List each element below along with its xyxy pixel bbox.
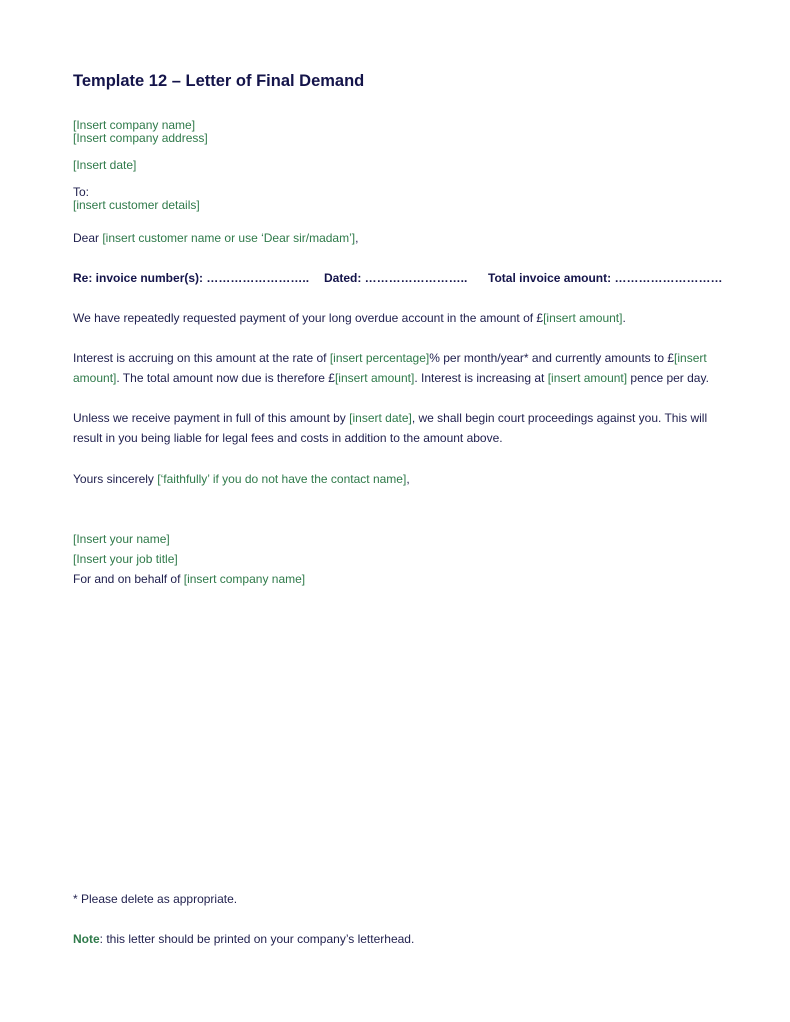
placeholder-percentage: [insert percentage] — [329, 351, 430, 365]
note-label: Note — [73, 932, 100, 946]
signature-job-title: [Insert your job title] — [73, 552, 178, 566]
salutation — [73, 231, 358, 245]
closing — [73, 472, 410, 486]
letter-date: [Insert date] — [73, 158, 137, 172]
sender-company-name: [Insert company name] — [73, 118, 196, 132]
total-amount-label: Total invoice amount: — [488, 271, 615, 285]
invoice-number-field — [73, 271, 324, 285]
paragraph-text: . — [622, 311, 626, 325]
total-amount-field — [488, 271, 722, 285]
document-title: Template 12 – Letter of Final Demand — [73, 72, 365, 90]
placeholder-amount: [insert amount] — [547, 371, 628, 385]
paragraph-text: % per month/year* and currently amounts to £ — [429, 351, 675, 365]
paragraph-text: We have repeatedly requested payment of your long overdue account in the amount of £ — [73, 311, 544, 325]
paragraph-text: Interest is accruing on this amount at the rate of — [73, 351, 330, 365]
paragraph-text: . The total amount now due is therefore £ — [116, 371, 335, 385]
invoice-number-dots: …………………….. — [206, 271, 310, 285]
placeholder-amount: [insert amount] — [73, 351, 707, 385]
paragraph-interest — [73, 348, 713, 388]
paragraph-text: , we shall begin court proceedings against you. This will result in you being liable for legal fees and costs in addition to the amount above. — [73, 411, 708, 445]
dated-field — [324, 271, 488, 285]
total-amount-dots: ……………………… — [614, 271, 723, 285]
salutation-placeholder: [insert customer name or use ‘Dear sir/madam’] — [102, 231, 356, 245]
recipient-to-label: To: — [73, 185, 90, 199]
paragraph-text: Unless we receive payment in full of this amount by — [73, 411, 350, 425]
behalf-placeholder: [insert company name] — [183, 572, 306, 586]
paragraph-overdue — [73, 308, 713, 328]
signature-name: [Insert your name] — [73, 532, 170, 546]
paragraph-text: pence per day. — [627, 371, 709, 385]
dated-dots: …………………….. — [364, 271, 468, 285]
salutation-prefix: Dear — [73, 231, 103, 245]
paragraph-text: . Interest is increasing at — [414, 371, 548, 385]
dated-label: Dated: — [324, 271, 365, 285]
closing-suffix: , — [406, 472, 410, 486]
paragraph-court-warning — [73, 408, 713, 448]
salutation-suffix: , — [355, 231, 359, 245]
letterhead-note — [73, 932, 414, 946]
closing-placeholder: [‘faithfully’ if you do not have the contact name] — [157, 472, 407, 486]
invoice-number-label: Re: invoice number(s): — [73, 271, 207, 285]
footnote: * Please delete as appropriate. — [73, 892, 238, 906]
placeholder-amount: [insert amount] — [334, 371, 415, 385]
closing-text: Yours sincerely — [73, 472, 158, 486]
behalf-text: For and on behalf of — [73, 572, 184, 586]
sender-company-address: [Insert company address] — [73, 131, 208, 145]
reference-line — [73, 271, 722, 285]
placeholder-amount: [insert amount] — [543, 311, 623, 325]
placeholder-date: [insert date] — [349, 411, 412, 425]
recipient-details: [insert customer details] — [73, 198, 200, 212]
note-text: : this letter should be printed on your company’s letterhead. — [99, 932, 415, 946]
signature-on-behalf — [73, 572, 305, 586]
